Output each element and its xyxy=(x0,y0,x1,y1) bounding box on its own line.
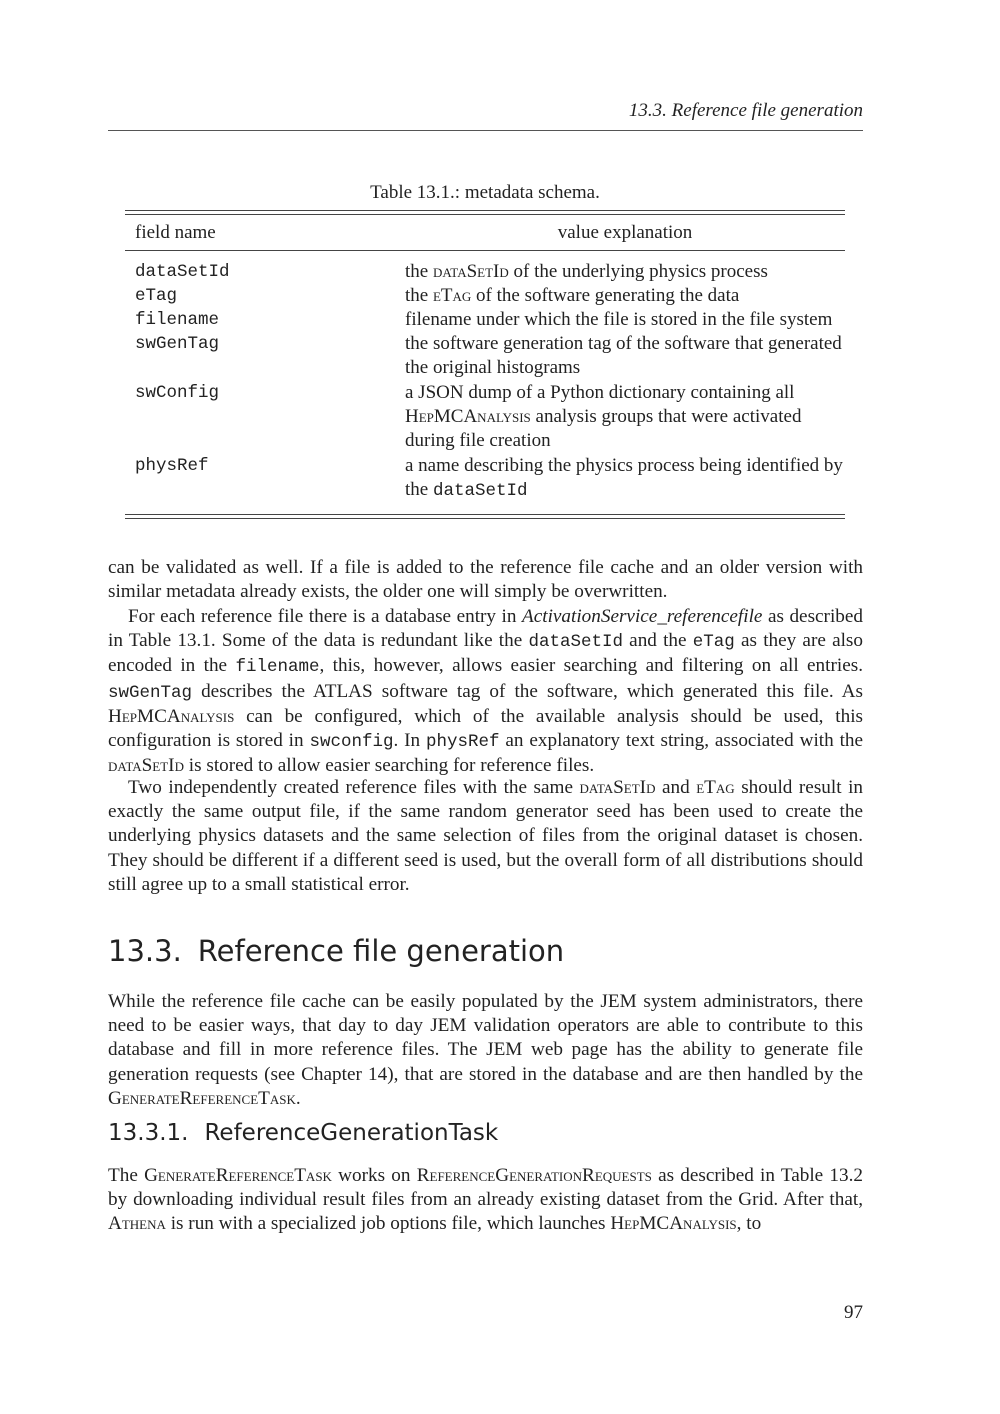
header-rule xyxy=(108,130,863,131)
field-name: physRef xyxy=(135,456,209,476)
subsection-heading: 13.3.1. ReferenceGenerationTask xyxy=(108,1120,499,1146)
paragraph: The GenerateReferenceTask works on ReferenceGenerationRequests as described in Table 13.2 by downloading individual result files from an already existing dataset from the Grid. After that, Athena is run with a specialized job options file, which launches HepMCAnalysis, to xyxy=(108,1165,863,1235)
field-name: swGenTag xyxy=(135,334,220,354)
page-number: 97 xyxy=(844,1302,863,1323)
table-caption: Table 13.1.: metadata schema. xyxy=(370,182,600,203)
running-head: 13.3. Reference file generation xyxy=(628,100,863,121)
field-name: swConfig xyxy=(135,383,220,403)
table-bottom-rule-2 xyxy=(125,518,845,519)
field-explanation: the eTag of the software generating the data xyxy=(405,285,740,306)
table-bottom-rule xyxy=(125,514,845,515)
table-header-value-explanation: value explanation xyxy=(557,222,693,243)
field-explanation: the dataSetId of the underlying physics process xyxy=(405,261,768,282)
paragraph: For each reference file there is a database entry in ActivationService_referencefile as described in Table 13.1. Some of the data is redundant like the dataSetId and the eTag as they are also encoded in the filename, this, however, allows easier searching and filtering on all entries. swGenTag describes the ATLAS software tag of the software, which generated this file. As HepMCAnalysis can be configured, which of the available analysis should be used, this configuration is stored in swconfig. In physRef an explanatory text string, associated with the dataSetId is stored to allow easier searching for reference files. xyxy=(108,606,864,777)
table-header-rule xyxy=(125,250,845,251)
field-explanation: filename under which the file is stored in the file system xyxy=(405,309,833,330)
field-name: eTag xyxy=(135,286,178,306)
table-header-field-name: field name xyxy=(135,222,216,243)
field-name: dataSetId xyxy=(135,262,230,282)
paragraph: Two independently created reference files with the same dataSetId and eTag should result in exactly the same output file, if the same random generator seed has been used to create the underlying physics datasets and the same selection of files from the original dataset is chosen. They should be different if a different seed is used, but the overall form of all distributions should still agree up to a small statistical error. xyxy=(108,777,863,895)
paragraph: can be validated as well. If a file is added to the reference file cache and an older version with similar metadata already exists, the older one will simply be overwritten. xyxy=(108,557,863,603)
paragraph: While the reference file cache can be easily populated by the JEM system administrators, there need to be easier ways, that day to day JEM validation operators are able to contribute to this database and fill in more reference files. The JEM web page has the ability to generate file generation requests (see Chapter 14), that are stored in the database and are then handled by the GenerateReferenceTask. xyxy=(108,991,863,1109)
field-explanation: a name describing the physics process being identified by the dataSetId xyxy=(405,455,843,502)
field-name: filename xyxy=(135,310,220,330)
table-top-rule-2 xyxy=(125,214,845,215)
field-explanation: a JSON dump of a Python dictionary containing all HepMCAnalysis analysis groups that were activated during file creation xyxy=(405,382,802,452)
field-explanation: the software generation tag of the software that generated the original histograms xyxy=(405,333,842,379)
table-top-rule xyxy=(125,210,845,211)
section-heading: 13.3. Reference file generation xyxy=(108,934,565,968)
